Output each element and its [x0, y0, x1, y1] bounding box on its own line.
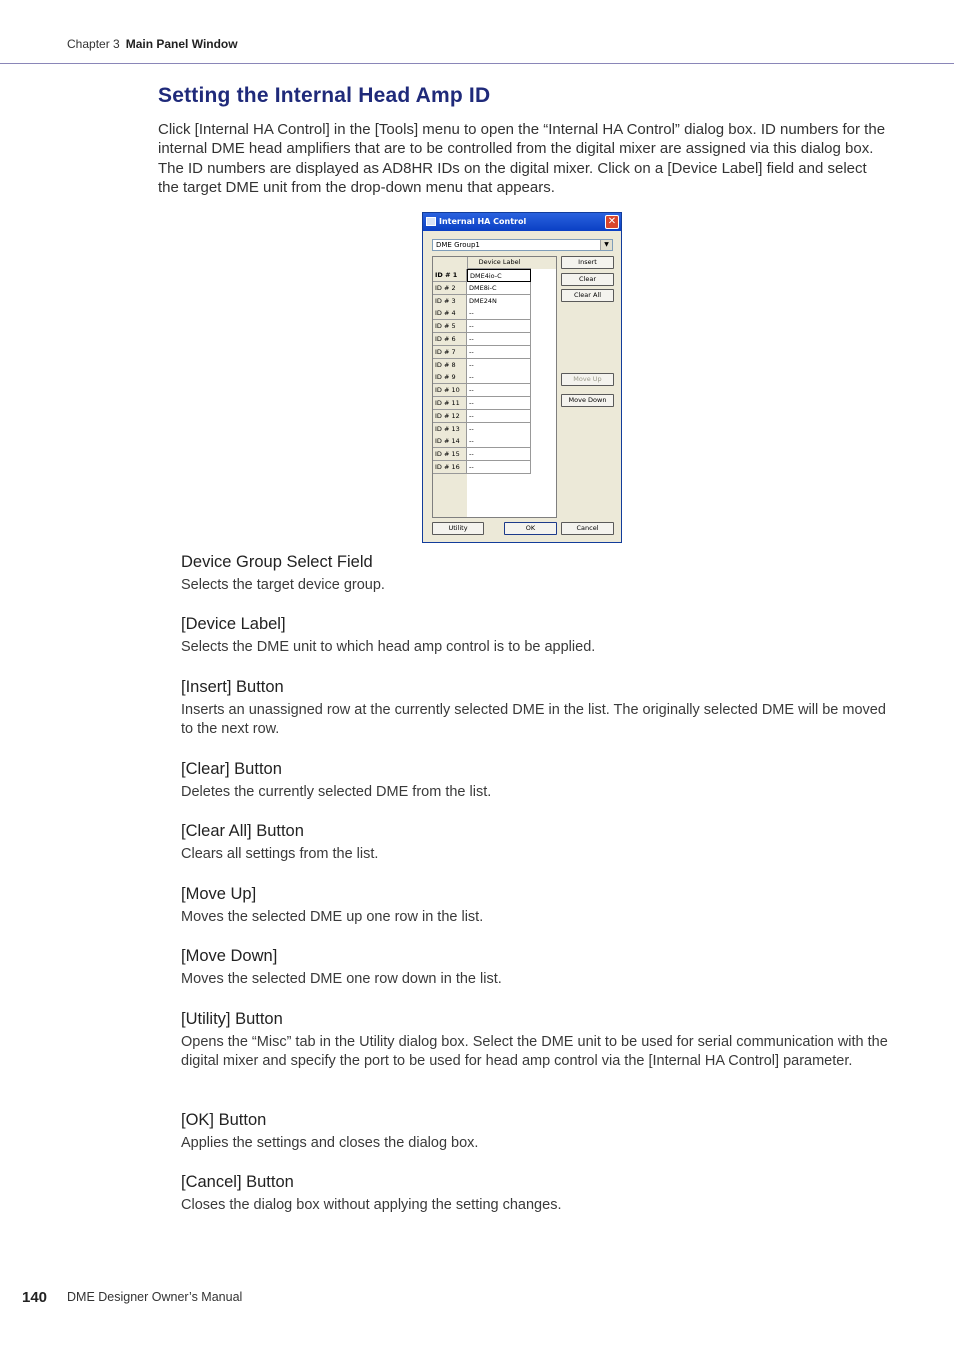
desc-insert [181, 678, 891, 740]
table-row[interactable] [433, 371, 531, 384]
page-number: 140 [22, 1289, 48, 1306]
device-label-cell[interactable]: -- [467, 448, 531, 461]
table-row[interactable] [433, 333, 531, 346]
row-id-label: ID # 16 [433, 461, 467, 474]
device-label-cell[interactable]: DME24N [467, 295, 531, 308]
device-label-cell[interactable]: -- [467, 333, 531, 346]
table-row[interactable] [433, 397, 531, 410]
device-label-cell[interactable]: -- [467, 384, 531, 397]
header-rule [0, 63, 954, 64]
row-id-label: ID # 1 [433, 269, 467, 282]
desc-body: Clears all settings from the list. [181, 846, 379, 862]
desc-body: Applies the settings and closes the dialog box. [181, 1135, 479, 1151]
dialog-title: Internal HA Control [439, 217, 527, 226]
table-row[interactable] [433, 346, 531, 359]
footer-manual-title: DME Designer Owner’s Manual [67, 1290, 243, 1304]
row-id-label: ID # 9 [433, 371, 467, 384]
device-label-column-header: Device Label [467, 257, 531, 269]
device-label-cell[interactable]: -- [467, 435, 531, 448]
chevron-down-icon[interactable]: ▼ [600, 240, 612, 250]
section-heading: Setting the Internal Head Amp ID [158, 84, 491, 107]
move-up-button[interactable]: Move Up [561, 373, 614, 386]
desc-move-up [181, 885, 891, 927]
desc-title: [Clear All] Button [181, 822, 304, 840]
row-id-label: ID # 7 [433, 346, 467, 359]
table-row[interactable] [433, 269, 531, 282]
row-id-label: ID # 10 [433, 384, 467, 397]
app-icon [426, 217, 436, 226]
section-label: Main Panel Window [125, 37, 238, 51]
table-row[interactable] [433, 423, 531, 436]
desc-ok [181, 1111, 891, 1153]
device-label-cell[interactable]: -- [467, 397, 531, 410]
device-group-value: DME Group1 [436, 241, 480, 249]
row-id-label: ID # 15 [433, 448, 467, 461]
row-id-label: ID # 4 [433, 307, 467, 320]
row-id-label: ID # 13 [433, 423, 467, 436]
table-row[interactable] [433, 448, 531, 461]
row-id-label: ID # 8 [433, 359, 467, 372]
desc-title: [Insert] Button [181, 678, 284, 696]
desc-body: Moves the selected DME one row down in the list. [181, 971, 502, 987]
move-down-button[interactable]: Move Down [561, 394, 614, 407]
desc-cancel [181, 1173, 891, 1215]
row-id-label: ID # 11 [433, 397, 467, 410]
desc-body: Selects the DME unit to which head amp control is to be applied. [181, 639, 596, 655]
desc-device-label [181, 615, 891, 657]
desc-device-group [181, 553, 891, 595]
table-row[interactable] [433, 282, 531, 295]
device-label-cell[interactable]: -- [467, 371, 531, 384]
device-label-cell[interactable]: DME8i-C [467, 282, 531, 295]
running-header [67, 37, 238, 51]
internal-ha-control-dialog [422, 212, 622, 543]
desc-title: [Utility] Button [181, 1010, 283, 1028]
desc-title: [Move Down] [181, 947, 278, 965]
desc-title: [Clear] Button [181, 760, 282, 778]
row-id-label: ID # 3 [433, 295, 467, 308]
device-group-select[interactable] [432, 239, 613, 251]
table-row[interactable] [433, 435, 531, 448]
desc-body: Opens the “Misc” tab in the Utility dialog box. Select the DME unit to be used for serial communication with the digital mixer and specify the port to be used for head amp control via the [Internal HA Control] parameter. [181, 1034, 888, 1070]
desc-body: Deletes the currently selected DME from the list. [181, 784, 492, 800]
desc-title: [Device Label] [181, 615, 286, 633]
dialog-title-bar[interactable] [423, 213, 621, 231]
clear-button[interactable]: Clear [561, 273, 614, 286]
table-row[interactable] [433, 320, 531, 333]
chapter-label: Chapter 3 [67, 37, 120, 51]
table-row[interactable] [433, 295, 531, 308]
desc-title: Device Group Select Field [181, 553, 373, 571]
device-label-cell[interactable]: -- [467, 423, 531, 436]
intro-paragraph: Click [Internal HA Control] in the [Tools] menu to open the “Internal HA Control” dialog box. ID numbers for the internal DME head amplifiers that are to be controlled from the digital mixer are assigned via this dialog box. The ID numbers are displayed as AD8HR IDs on the digital mixer. Click on a [Device Label] field and select the target DME unit from the drop-down menu that appears. [158, 121, 886, 196]
row-id-label: ID # 14 [433, 435, 467, 448]
desc-utility [181, 1010, 891, 1072]
desc-clear-all [181, 822, 891, 864]
desc-body: Closes the dialog box without applying the setting changes. [181, 1197, 562, 1213]
insert-button[interactable]: Insert [561, 256, 614, 269]
device-label-cell[interactable]: -- [467, 410, 531, 423]
desc-body: Moves the selected DME up one row in the list. [181, 909, 484, 925]
desc-title: [Move Up] [181, 885, 257, 903]
row-id-label: ID # 6 [433, 333, 467, 346]
desc-clear [181, 760, 891, 802]
desc-body: Selects the target device group. [181, 577, 385, 593]
device-label-cell[interactable]: DME4io-C [467, 269, 531, 282]
desc-title: [Cancel] Button [181, 1173, 294, 1191]
table-row[interactable] [433, 359, 531, 372]
table-row[interactable] [433, 384, 531, 397]
id-grid [432, 256, 557, 518]
table-row[interactable] [433, 410, 531, 423]
device-label-cell[interactable]: -- [467, 320, 531, 333]
row-id-label: ID # 5 [433, 320, 467, 333]
desc-move-down [181, 947, 891, 989]
ok-button[interactable]: OK [504, 522, 557, 535]
row-id-label: ID # 12 [433, 410, 467, 423]
device-label-cell[interactable]: -- [467, 346, 531, 359]
table-row[interactable] [433, 307, 531, 320]
table-row[interactable] [433, 461, 531, 474]
device-label-cell[interactable]: -- [467, 307, 531, 320]
close-icon[interactable]: ✕ [605, 215, 619, 229]
desc-body: Inserts an unassigned row at the currently selected DME in the list. The originally selected DME will be moved to the next row. [181, 702, 886, 738]
device-label-cell[interactable]: -- [467, 461, 531, 474]
clear-all-button[interactable]: Clear All [561, 289, 614, 302]
cancel-button[interactable]: Cancel [561, 522, 614, 535]
utility-button[interactable]: Utility [432, 522, 484, 535]
device-label-cell[interactable]: -- [467, 359, 531, 372]
desc-title: [OK] Button [181, 1111, 267, 1129]
row-id-label: ID # 2 [433, 282, 467, 295]
